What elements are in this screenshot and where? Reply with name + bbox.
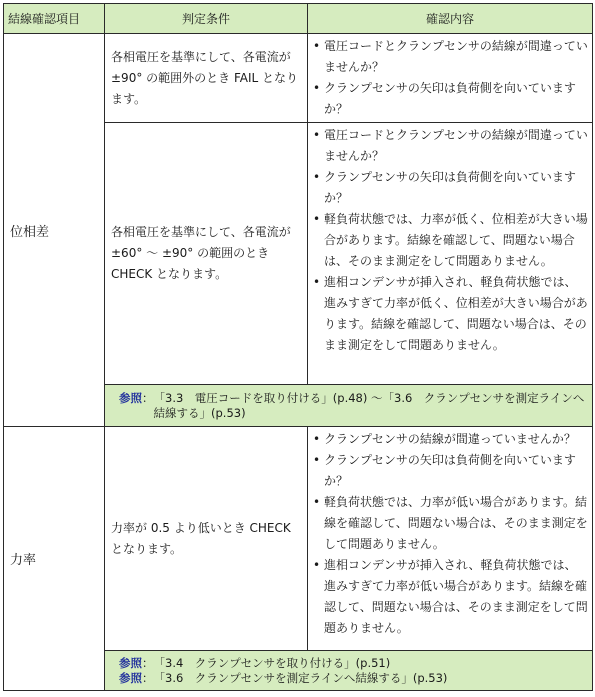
check-item: • 進相コンデンサが挿入され、軽負荷状態では、進みすぎて力率が低く、位相差が大きい場合があります。結線を確認して、問題ない場合は、そのまま測定をして問題ありません。 — [310, 272, 588, 356]
reference-label: 参照 — [119, 670, 142, 685]
header-check: 確認内容 — [308, 4, 593, 34]
phase-fail-row — [4, 34, 593, 123]
reference-line — [119, 656, 586, 671]
reference-separator: ： — [142, 670, 154, 685]
pf-item-cell: 力率 — [4, 427, 105, 691]
check-item: • 電圧コードとクランプセンサの結線が間違っていませんか？ — [310, 36, 588, 78]
header-item: 結線確認項目 — [4, 4, 105, 34]
reference-link[interactable]: 「3.4 クランプセンサを取り付ける」(p.51) — [153, 655, 391, 670]
check-item: • 進相コンデンサが挿入され、軽負荷状態では、進みすぎて力率が低い場合があります。結線を確認して、問題ない場合は、そのまま測定をして問題ありません。 — [310, 555, 588, 639]
pf-reference — [105, 651, 593, 691]
phase-fail-checks — [308, 34, 593, 123]
pf-checks — [308, 427, 593, 651]
wiring-check-table — [3, 3, 593, 691]
reference-link[interactable]: 「3.3 電圧コードを取り付ける」(p.48) ～「3.6 クランプセンサを測定ラインへ結線する」(p.53) — [153, 390, 585, 420]
check-item: • 電圧コードとクランプセンサの結線が間違っていませんか？ — [310, 125, 588, 167]
check-item: • 軽負荷状態では、力率が低く、位相差が大きい場合があります。結線を確認して、問題ない場合は、そのまま測定をして問題ありません。 — [310, 209, 588, 272]
reference-label: 参照 — [119, 390, 142, 405]
reference-separator: ： — [142, 655, 154, 670]
phase-fail-condition: 各相電圧を基準にして、各電流が±90° の範囲外のとき FAIL となります。 — [105, 34, 308, 123]
reference-line — [119, 391, 586, 421]
check-item: • クランプセンサの結線が間違っていませんか？ — [310, 429, 588, 450]
phase-check-condition: 各相電圧を基準にして、各電流が±60° ～ ±90° の範囲のときCHECK となります。 — [105, 123, 308, 385]
pf-condition: 力率が 0.5 より低いとき CHECK となります。 — [105, 427, 308, 651]
check-item: • クランプセンサの矢印は負荷側を向いていますか？ — [310, 450, 588, 492]
pf-row — [4, 427, 593, 651]
reference-line — [119, 671, 586, 686]
phase-item-cell: 位相差 — [4, 34, 105, 427]
header-row — [4, 4, 593, 34]
header-condition: 判定条件 — [105, 4, 308, 34]
reference-label: 参照 — [119, 655, 142, 670]
phase-check-checks — [308, 123, 593, 385]
phase-reference — [105, 385, 593, 427]
check-item: • 軽負荷状態では、力率が低い場合があります。結線を確認して、問題ない場合は、そのまま測定をして問題ありません。 — [310, 492, 588, 555]
check-item: • クランプセンサの矢印は負荷側を向いていますか？ — [310, 167, 588, 209]
check-item: • クランプセンサの矢印は負荷側を向いていますか？ — [310, 78, 588, 120]
reference-separator: ： — [142, 390, 154, 405]
reference-link[interactable]: 「3.6 クランプセンサを測定ラインへ結線する」(p.53) — [153, 670, 448, 685]
